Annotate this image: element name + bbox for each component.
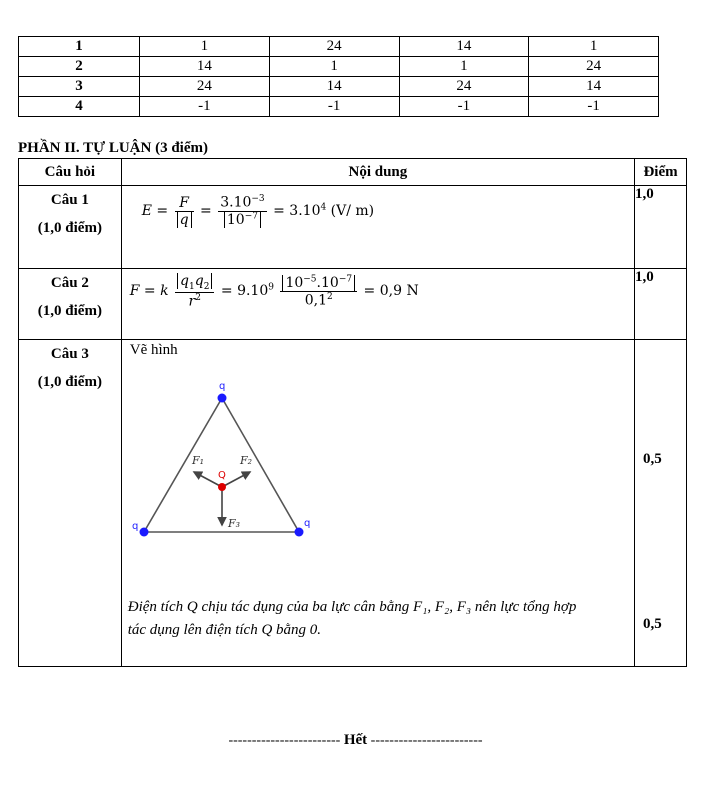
answer-cell: -1 [140, 97, 270, 117]
answer-cell: 24 [140, 77, 270, 97]
question-1-content [121, 186, 634, 269]
label-q-right: q [303, 518, 311, 529]
header-points: Điểm [635, 159, 687, 186]
label-q-top: q [218, 381, 226, 392]
question-3-content [121, 340, 634, 667]
footer-dashes-left: ------------------------ [228, 733, 341, 748]
answer-row [19, 57, 659, 77]
charge-top [217, 394, 226, 403]
answer-cell: -1 [529, 97, 659, 117]
charge-bottom-right [294, 528, 303, 537]
answer-cell: 24 [399, 77, 529, 97]
answer-cell: 14 [529, 77, 659, 97]
answer-cell: 24 [529, 57, 659, 77]
answer-cell: 24 [269, 37, 399, 57]
header-question: Câu hỏi [19, 159, 122, 186]
answer-cell: 1 [140, 37, 270, 57]
formula-coulomb-force: F = k $\frac{q_1q_2}{r^2}$ = $9.10^9$ $\frac{10^{-5}.10^{-7}}{0,1^2}$ = 0,9 N [129, 273, 419, 310]
answer-cell: 1 [529, 37, 659, 57]
question-3-points-a: 0,5 [643, 451, 662, 467]
question-3-conclusion [128, 596, 628, 642]
question-2-weight: (1,0 điểm) [37, 303, 102, 319]
answer-row-label: 1 [19, 37, 140, 57]
question-1-weight: (1,0 điểm) [37, 220, 102, 236]
question-2-cell [19, 269, 122, 340]
triangle-side-left [144, 398, 222, 532]
answer-row-label: 4 [19, 97, 140, 117]
question-3-points-b: 0,5 [643, 616, 662, 632]
question-1-cell [19, 186, 122, 269]
question-3-points [635, 340, 687, 667]
header-content: Nội dung [121, 159, 634, 186]
end-marker [0, 732, 711, 749]
answer-row-label: 2 [19, 57, 140, 77]
question-2-content [121, 269, 634, 340]
answer-cell: 14 [269, 77, 399, 97]
answer-cell: -1 [399, 97, 529, 117]
conclusion-line-2: tác dụng lên điện tích Q bằng 0. [127, 622, 322, 638]
answer-cell: 1 [269, 57, 399, 77]
question-2-points: 1,0 [635, 269, 687, 340]
answer-cell: 14 [399, 37, 529, 57]
question-row-2 [19, 269, 687, 340]
triangle-side-right [222, 398, 299, 532]
answer-row [19, 37, 659, 57]
footer-dashes-right: ------------------------ [370, 733, 483, 748]
charge-center [218, 483, 226, 491]
answer-row [19, 97, 659, 117]
label-center-q: Q [217, 470, 226, 481]
answer-cell: 14 [140, 57, 270, 77]
answer-table [18, 36, 659, 117]
question-3-cell [19, 340, 122, 667]
label-f3: F₃ [227, 517, 240, 530]
conclusion-line-1: Điện tích Q chịu tác dụng của ba lực cân bằng F₁, F₂, F₃ nên lực tổng hợp [127, 599, 577, 615]
answer-row-label: 3 [19, 77, 140, 97]
question-row-3 [19, 340, 687, 667]
label-q-left: q [131, 521, 139, 532]
question-2-title: Câu 2 [50, 275, 89, 291]
question-1-points: 1,0 [635, 186, 687, 269]
question-3-title: Câu 3 [50, 346, 89, 362]
answer-cell: -1 [269, 97, 399, 117]
question-1-title: Câu 1 [50, 192, 89, 208]
label-f2: F₂ [239, 454, 252, 467]
label-f1: F₁ [191, 454, 204, 467]
question-3-weight: (1,0 điểm) [37, 374, 102, 390]
charge-bottom-left [139, 528, 148, 537]
force-arrow-f2 [222, 472, 250, 487]
answer-row [19, 77, 659, 97]
answer-cell: 1 [399, 57, 529, 77]
essay-table [18, 158, 687, 667]
question-row-1 [19, 186, 687, 269]
draw-instruction: Vẽ hình [129, 342, 178, 358]
footer-end-text: Hết [343, 732, 368, 748]
section-title: PHẦN II. TỰ LUẬN (3 điểm) [18, 140, 208, 156]
formula-electric-field: E = $\frac{F}{q}$ = $\frac{3.10^{-3}}{10^{-7}}$ = $3.10^4$ (V/ m) [141, 194, 375, 229]
triangle-force-diagram [122, 380, 342, 560]
